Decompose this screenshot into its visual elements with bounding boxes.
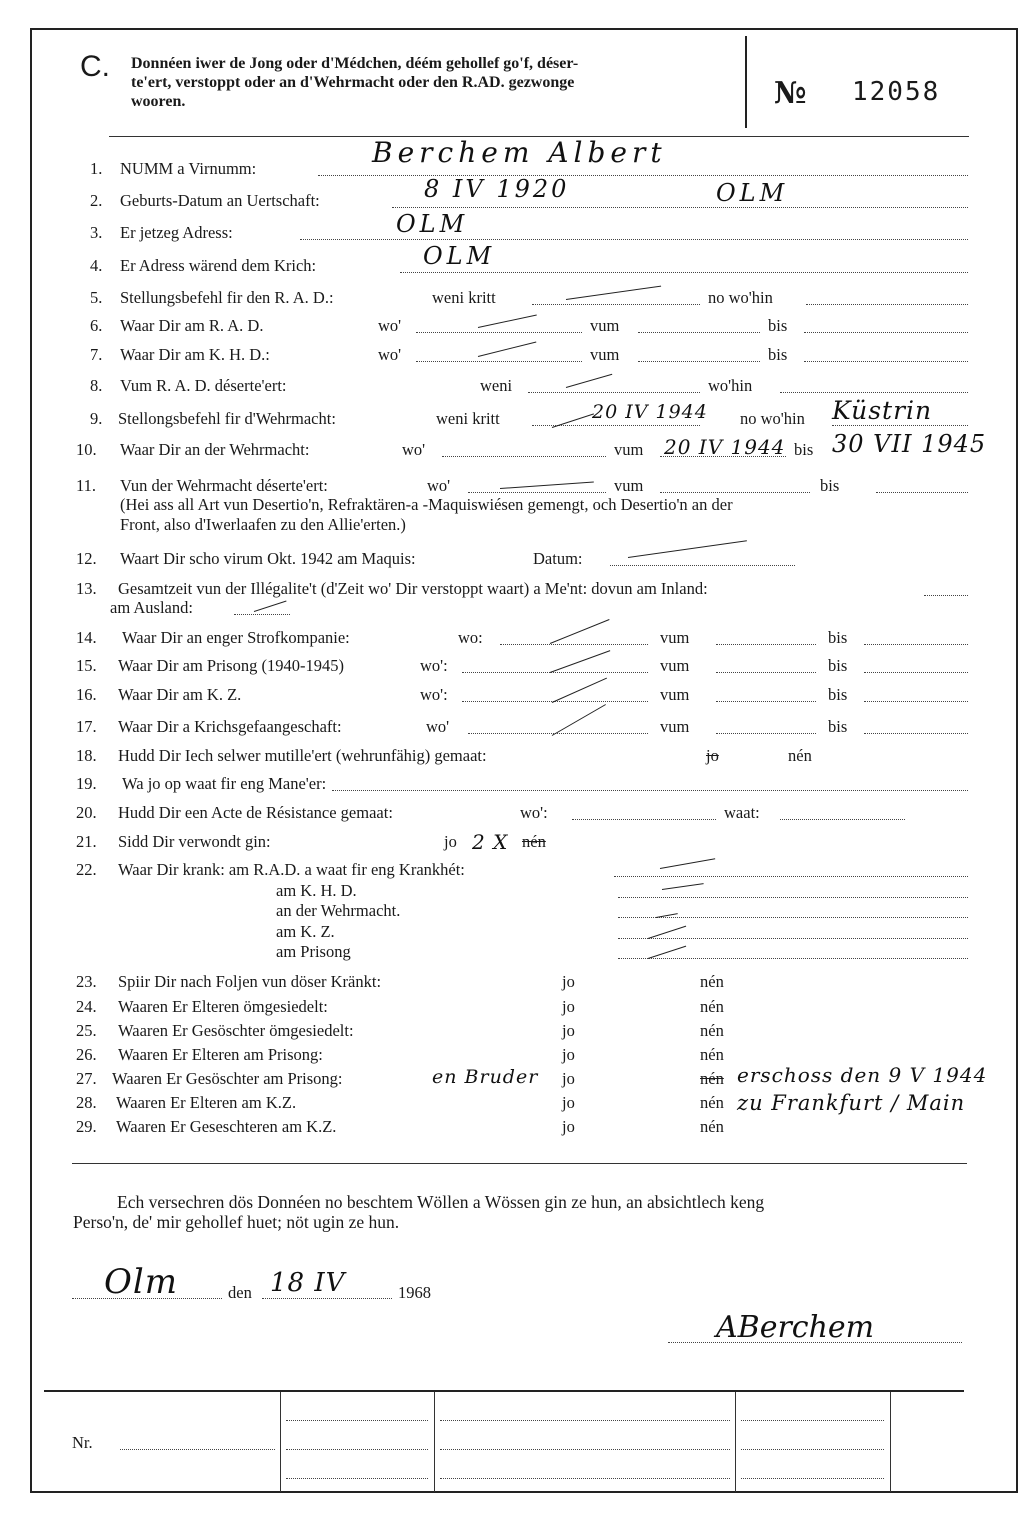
answer-line (618, 897, 968, 898)
answer-line (318, 175, 968, 176)
answer-line (500, 644, 648, 645)
question-field-label: bis (828, 656, 848, 675)
footer-nr-line (120, 1449, 275, 1450)
answer-line (528, 392, 700, 393)
answer-line (864, 644, 968, 645)
answer-line (876, 492, 968, 493)
declaration-year: 1968 (398, 1283, 431, 1302)
question-number: 20. (76, 803, 97, 822)
question-label: Geburts-Datum an Uertschaft: (120, 191, 320, 210)
question-number: 19. (76, 774, 97, 793)
question-label: Wa jo op waat fir eng Mane'er: (122, 774, 327, 793)
question-sub-label: am K. Z. (276, 922, 335, 941)
question-field-label: nén (700, 1021, 724, 1040)
place-signed-line (72, 1298, 222, 1299)
footer-cell-line (440, 1420, 730, 1421)
hw-sibling-prison: en Bruder (432, 1066, 539, 1088)
question-field-label: vum (590, 316, 620, 335)
footer-cell-line (440, 1449, 730, 1450)
hw-date-signed: 18 IV (270, 1268, 346, 1298)
footer-cell-line (741, 1420, 884, 1421)
question-label: Waar Dir an enger Strofkompanie: (122, 628, 350, 647)
question-number: 15. (76, 656, 97, 675)
hw-wehrmacht-from: 20 IV 1944 (664, 435, 786, 459)
question-field-label: wo' (427, 476, 451, 495)
hw-birth-place: OLM (716, 179, 789, 207)
question-number: 7. (90, 345, 103, 364)
question-label: Waar Dir krank: am R.A.D. a waat fir eng Krankhét: (118, 860, 465, 879)
footer-cell-line (440, 1478, 730, 1479)
answer-line (638, 361, 760, 362)
answer-line (780, 819, 905, 820)
answer-line (924, 595, 968, 596)
question-number: 24. (76, 997, 97, 1016)
question-number: 26. (76, 1045, 97, 1064)
question-label: Waaren Er Elteren am Prisong: (118, 1045, 323, 1064)
hw-place-signed: Olm (104, 1262, 178, 1302)
answer-line (638, 332, 760, 333)
answer-line (864, 701, 968, 702)
question-label: Waart Dir scho virum Okt. 1942 am Maquis: (120, 549, 416, 568)
answer-line (234, 614, 290, 615)
section-title-line3: wooren. (131, 93, 186, 110)
question-number: 9. (90, 409, 103, 428)
question-field-label: wo': (420, 656, 448, 675)
question-field-label: nén (700, 997, 724, 1016)
question-field-label: bis (820, 476, 840, 495)
question-field-label: wo': (520, 803, 548, 822)
declaration-line1: Ech versechren dös Donnéen no beschtem Wöllen a Wössen gin ze hun, an absichtlech keng (117, 1192, 765, 1212)
answer-line (442, 456, 606, 457)
question-label: Waar Dir a Krichsgefaangeschaft: (118, 717, 342, 736)
question-field-label: bis (768, 316, 788, 335)
question-label: Sidd Dir verwondt gin: (118, 832, 271, 851)
question-label: Hudd Dir een Acte de Résistance gemaat: (118, 803, 393, 822)
answer-line (416, 361, 582, 362)
question-field-label: bis (828, 628, 848, 647)
question-field-label: nén (700, 1117, 724, 1136)
answer-line (400, 272, 968, 273)
question-field-label: vum (590, 345, 620, 364)
question-field-label: wo' (378, 345, 402, 364)
answer-line (618, 958, 968, 959)
question-number: 10. (76, 440, 97, 459)
question-label: Waar Dir am R. A. D. (120, 316, 264, 335)
question-number: 1. (90, 159, 103, 178)
answer-line (716, 644, 816, 645)
question-field-label: jo (562, 997, 575, 1016)
declaration-den: den (228, 1283, 252, 1302)
question-field-label: jo (706, 746, 719, 765)
question-label: Waaren Er Elteren ömgesiedelt: (118, 997, 328, 1016)
question-field-label: nén (700, 972, 724, 991)
footer-cell-line (286, 1478, 428, 1479)
footer-col-divider-2 (434, 1392, 435, 1492)
answer-line (716, 672, 816, 673)
question-field-label: jo (562, 972, 575, 991)
footer-cell-line (741, 1478, 884, 1479)
question-field-label: weni (480, 376, 513, 395)
section-letter: C. (80, 50, 110, 83)
question-number: 11. (76, 476, 97, 495)
hw-address-now: OLM (396, 210, 469, 238)
answer-line (614, 876, 968, 877)
hw-wehrmacht-order-date: 20 IV 1944 (592, 401, 708, 423)
declaration-line2: Perso'n, de' mir gehollef huet; nöt ugin ze hun. (73, 1212, 400, 1232)
question-field-label: bis (828, 685, 848, 704)
question-label: Gesamtzeit vun der Illégalite't (d'Zeit wo' Dir verstoppt waart) a Me'nt: dovun am Inland: (118, 579, 708, 598)
question-number: 14. (76, 628, 97, 647)
number-sign: № (774, 76, 807, 111)
question-field-label: wo'hin (708, 376, 753, 395)
question-field-label: nén (788, 746, 812, 765)
question-label: Spiir Dir nach Foljen vun döser Kränkt: (118, 972, 382, 991)
question-label: Waar Dir an der Wehrmacht: (120, 440, 310, 459)
hw-wehrmacht-order-place: Küstrin (832, 396, 933, 425)
question-number: 12. (76, 549, 97, 568)
question-number: 3. (90, 223, 103, 242)
footer-cell-line (286, 1420, 428, 1421)
answer-line (610, 565, 795, 566)
question-field-label: no wo'hin (708, 288, 773, 307)
footer-col-divider-4 (890, 1392, 891, 1492)
question-number: 27. (76, 1069, 97, 1088)
hw-sibling-note-1: erschoss den 9 V 1944 (737, 1063, 988, 1087)
answer-line (864, 733, 968, 734)
question-label: Stellungsbefehl fir den R. A. D.: (120, 288, 334, 307)
header-divider (745, 36, 747, 128)
answer-line (716, 701, 816, 702)
answer-line (468, 733, 648, 734)
footer-col-divider-3 (735, 1392, 736, 1492)
question-field-label: no wo'hin (740, 409, 805, 428)
question-label: Waaren Er Elteren am K.Z. (116, 1093, 297, 1112)
question-label: Waaren Er Gesöschter am Prisong: (112, 1069, 343, 1088)
signature-line (668, 1342, 962, 1343)
answer-line (532, 304, 700, 305)
question-number: 23. (76, 972, 97, 991)
hw-wehrmacht-to: 30 VII 1945 (832, 430, 987, 458)
footer-col-divider-1 (280, 1392, 281, 1492)
question-field-label: wo' (378, 316, 402, 335)
question-sub-label: am Prisong (276, 942, 351, 961)
question-label: Waar Dir am K. H. D.: (120, 345, 270, 364)
question-field-label: vum (660, 717, 690, 736)
footer-rule-top (44, 1390, 964, 1392)
answer-line (332, 790, 968, 791)
answer-line (804, 361, 968, 362)
answer-line (804, 332, 968, 333)
question-field-label: vum (660, 656, 690, 675)
question-number: 25. (76, 1021, 97, 1040)
question-field-label: jo (444, 832, 457, 851)
question-number: 5. (90, 288, 103, 307)
answer-line (806, 304, 968, 305)
question-field-label: jo (562, 1045, 575, 1064)
question-label: Waaren Er Geseschteren am K.Z. (116, 1117, 337, 1136)
question-field-label: vum (614, 476, 644, 495)
question-field-label: weni kritt (432, 288, 496, 307)
date-signed-line (262, 1298, 392, 1299)
question-number: 29. (76, 1117, 97, 1136)
question-label: Waar Dir am K. Z. (118, 685, 242, 704)
question-field-label: bis (794, 440, 814, 459)
question-field-label: jo (562, 1093, 575, 1112)
question-field-label: Datum: (533, 549, 583, 568)
section-title-line1: Donnéen iwer de Jong oder d'Médchen, déém gehollef go'f, déser- (131, 55, 579, 72)
question-label: Er jetzeg Adress: (120, 223, 233, 242)
question-field-label: jo (562, 1021, 575, 1040)
answer-line (660, 492, 810, 493)
section-title-line2: te'ert, verstoppt oder an d'Wehrmacht oder den R.AD. gezwonge (131, 74, 575, 91)
question-field-label: jo (562, 1069, 575, 1088)
question-number: 18. (76, 746, 97, 765)
answer-line (462, 672, 648, 673)
footer-nr-label: Nr. (72, 1433, 93, 1452)
answer-line (618, 917, 968, 918)
answer-line (416, 332, 582, 333)
question-label: Vun der Wehrmacht déserte'ert: (120, 476, 328, 495)
question-field-label: jo (562, 1117, 575, 1136)
question-number: 17. (76, 717, 97, 736)
declaration-top-rule (72, 1163, 967, 1164)
answer-line (864, 672, 968, 673)
question-field-label: nén (700, 1045, 724, 1064)
question-field-label: weni kritt (436, 409, 500, 428)
question-field-label: wo: (458, 628, 483, 647)
question-field-label: bis (828, 717, 848, 736)
question-label: Waaren Er Gesöschter ömgesiedelt: (118, 1021, 354, 1040)
question-field-label: nén (522, 832, 546, 851)
question-number: 28. (76, 1093, 97, 1112)
footer-cell-line (286, 1449, 428, 1450)
question-field-label: am Ausland: (110, 598, 193, 617)
question-note: (Hei ass all Art vun Desertio'n, Refraktären-a -Maquiswiésen gemengt, och Desertio'n an der (120, 495, 733, 514)
question-label: Vum R. A. D. déserte'ert: (120, 376, 287, 395)
question-field-label: vum (614, 440, 644, 459)
question-label: Er Adress wärend dem Krich: (120, 256, 317, 275)
hw-name: Berchem Albert (372, 136, 667, 169)
answer-line (832, 425, 968, 426)
question-field-label: nén (700, 1069, 724, 1088)
answer-line (780, 392, 968, 393)
question-number: 22. (76, 860, 97, 879)
question-label: Waar Dir am Prisong (1940-1945) (118, 656, 344, 675)
question-field-label: vum (660, 628, 690, 647)
question-number: 6. (90, 316, 103, 335)
question-number: 2. (90, 191, 103, 210)
answer-line (300, 239, 968, 240)
question-label: Hudd Dir Iech selwer mutille'ert (wehrunfähig) gemaat: (118, 746, 487, 765)
form-number: 12058 (852, 77, 941, 107)
question-note: Front, also d'Iwerlaafen zu den Allie'erten.) (120, 515, 406, 534)
answer-line (716, 733, 816, 734)
question-field-label: waat: (724, 803, 760, 822)
answer-line (572, 819, 716, 820)
question-label: NUMM a Virnumm: (120, 159, 257, 178)
question-number: 21. (76, 832, 97, 851)
question-number: 16. (76, 685, 97, 704)
section-title (131, 54, 731, 111)
hw-sibling-note-2: zu Frankfurt / Main (737, 1091, 966, 1115)
question-sub-label: am K. H. D. (276, 881, 357, 900)
question-number: 4. (90, 256, 103, 275)
question-field-label: vum (660, 685, 690, 704)
question-field-label: wo' (402, 440, 426, 459)
question-sub-label: an der Wehrmacht. (276, 901, 401, 920)
question-field-label: wo': (420, 685, 448, 704)
question-field-label: wo' (426, 717, 450, 736)
hw-address-war: OLM (423, 242, 496, 270)
answer-line (392, 207, 968, 208)
question-number: 13. (76, 579, 97, 598)
question-field-label: nén (700, 1093, 724, 1112)
footer-cell-line (741, 1449, 884, 1450)
answer-line (468, 492, 606, 493)
question-label: Stellongsbefehl fir d'Wehrmacht: (118, 409, 336, 428)
hw-wounded-times: 2 X (472, 830, 509, 854)
answer-line (618, 938, 968, 939)
question-field-label: bis (768, 345, 788, 364)
question-number: 8. (90, 376, 103, 395)
hw-signature: ABerchem (716, 1310, 875, 1345)
hw-birth-date: 8 IV 1920 (424, 175, 570, 203)
